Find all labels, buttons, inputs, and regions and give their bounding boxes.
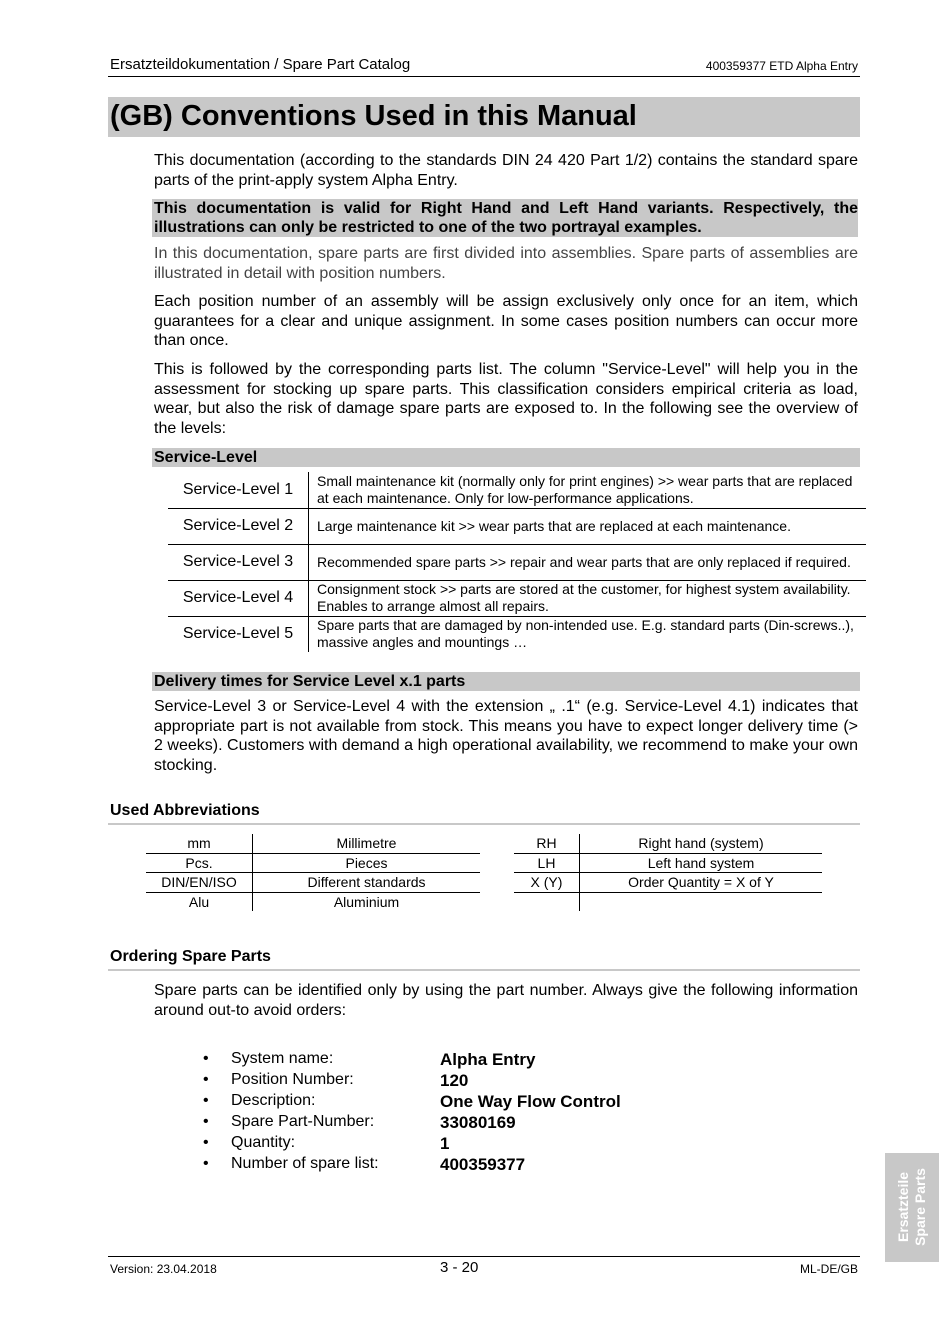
page-number: 3 - 20 xyxy=(440,1259,479,1276)
abbr-cell: RH xyxy=(514,834,580,853)
header-left: Ersatzteildokumentation / Spare Part Catalog xyxy=(110,56,411,73)
intro-paragraph-4: This is followed by the corresponding parts list. The column "Service-Level" will help you in the assessment for stocking up spare parts. This classification considers empirical criteria as load, wear, but also the risk of damage spare parts are exposed to. In the following see the overview of the levels: xyxy=(154,361,858,437)
meaning-cell: Order Quantity = X of Y xyxy=(580,873,823,893)
service-level-description: Consignment stock >> parts are stored at the customer, for highest system availability. Enables to arrange almost all repairs. xyxy=(309,580,867,616)
service-level-table xyxy=(168,472,866,652)
meaning-cell: Right hand (system) xyxy=(580,834,823,853)
abbreviations-divider xyxy=(108,823,860,825)
abbreviations-table-right xyxy=(514,834,822,911)
bullet-icon: • xyxy=(203,1050,209,1067)
list-item xyxy=(203,1134,703,1155)
meaning-cell: Aluminium xyxy=(333,893,400,910)
service-level-label: Service-Level 3 xyxy=(168,544,309,580)
item-value: One Way Flow Control xyxy=(440,1092,621,1111)
abbr-cell xyxy=(514,892,580,911)
abbreviations-heading: Used Abbreviations xyxy=(110,802,260,819)
item-value: 400359377 xyxy=(440,1155,526,1174)
abbr-cell: X (Y) xyxy=(514,873,580,893)
footer-version: Version: 23.04.2018 xyxy=(110,1262,217,1276)
table-row xyxy=(146,892,480,911)
item-value: 33080169 xyxy=(440,1113,516,1132)
bullet-icon: • xyxy=(203,1155,209,1172)
abbr-cell: Alu xyxy=(146,892,253,911)
side-tab-label xyxy=(895,1168,929,1246)
meaning-cell: Millimetre xyxy=(253,834,481,853)
item-key: Description: xyxy=(231,1092,316,1109)
abbr-cell: LH xyxy=(514,853,580,873)
meaning-cell: Left hand system xyxy=(580,853,823,873)
bullet-icon: • xyxy=(203,1134,209,1151)
intro-paragraph-2: In this documentation, spare parts are first divided into assemblies. Spare parts of assemblies are illustrated in detail with position numbers. xyxy=(154,245,858,282)
bullet-icon: • xyxy=(203,1071,209,1088)
list-item xyxy=(203,1092,703,1113)
service-level-label: Service-Level 5 xyxy=(168,616,309,652)
abbr-cell: mm xyxy=(146,834,253,853)
header-right: 400359377 ETD Alpha Entry xyxy=(705,59,858,73)
table-row xyxy=(168,616,866,652)
table-row xyxy=(514,892,822,911)
side-tab-line-1: Ersatzteile xyxy=(895,1171,911,1243)
meaning-cell: Pieces xyxy=(253,853,481,873)
variant-note-highlight: This documentation is valid for Right Hand and Left Hand variants. Respectively, the illustrations can only be restricted to one of the two portrayal examples. xyxy=(154,200,858,236)
item-value: 1 xyxy=(440,1134,450,1153)
header-divider xyxy=(108,76,860,77)
abbr-cell: DIN/EN/ISO xyxy=(146,873,253,893)
item-key: Number of spare list: xyxy=(231,1155,379,1172)
service-level-description: Large maintenance kit >> wear parts that are replaced at each maintenance. xyxy=(309,508,867,544)
table-row xyxy=(168,580,866,616)
bullet-icon: • xyxy=(203,1092,209,1109)
item-value: Alpha Entry xyxy=(440,1050,536,1069)
service-level-label: Service-Level 4 xyxy=(168,580,309,616)
delivery-paragraph: Service-Level 3 or Service-Level 4 with the extension „ .1“ (e.g. Service-Level 4.1) indicates that appropriate part is not available from stock. This means you have to expect longer delivery time (> 2 weeks). Customers with demand a high operational availability, we recommend to make your own stocking. xyxy=(154,698,858,774)
ordering-divider xyxy=(108,969,860,971)
abbr-cell: Pcs. xyxy=(146,853,253,873)
page-title: (GB) Conventions Used in this Manual xyxy=(110,100,637,132)
list-item xyxy=(203,1113,703,1134)
service-level-label: Service-Level 2 xyxy=(168,508,309,544)
table-row xyxy=(514,873,822,893)
item-key: Quantity: xyxy=(231,1134,296,1151)
item-value: 120 xyxy=(440,1071,469,1090)
page-title-bar xyxy=(108,97,860,137)
table-row xyxy=(168,544,866,580)
bullet-icon: • xyxy=(203,1113,209,1130)
meaning-cell: Different standards xyxy=(253,873,481,893)
table-row xyxy=(514,853,822,873)
table-row xyxy=(146,834,480,853)
service-level-label: Service-Level 1 xyxy=(168,472,309,508)
footer-language: ML-DE/GB xyxy=(799,1262,858,1276)
item-key: System name: xyxy=(231,1050,334,1067)
service-level-description: Small maintenance kit (normally only for print engines) >> wear parts that are replaced at each maintenance. Only for low-performance applications. xyxy=(309,472,867,508)
ordering-heading: Ordering Spare Parts xyxy=(110,948,271,965)
list-item xyxy=(203,1071,703,1092)
side-tab-line-2: Spare Parts xyxy=(912,1168,928,1246)
item-key: Position Number: xyxy=(231,1071,354,1088)
footer-divider xyxy=(108,1256,860,1257)
item-key: Spare Part-Number: xyxy=(231,1113,375,1130)
abbreviations-table-left xyxy=(146,834,480,911)
table-row xyxy=(168,508,866,544)
section-side-tab xyxy=(885,1153,939,1262)
delivery-heading: Delivery times for Service Level x.1 parts xyxy=(152,672,860,691)
ordering-paragraph: Spare parts can be identified only by using the part number. Always give the following information around out-to avoid orders: xyxy=(154,982,858,1019)
intro-paragraph-3: Each position number of an assembly will be assign exclusively only once for an item, which guarantees for a clear and unique assignment. In some cases position numbers can occur more than once. xyxy=(154,293,858,349)
list-item xyxy=(203,1155,703,1176)
service-level-description: Spare parts that are damaged by non-intended use. E.g. standard parts (Din-screws..), massive angles and mountings … xyxy=(317,617,854,651)
service-level-heading: Service-Level xyxy=(152,448,860,467)
table-row xyxy=(514,834,822,853)
table-row xyxy=(146,873,480,893)
intro-paragraph-1: This documentation (according to the standards DIN 24 420 Part 1/2) contains the standard spare parts of the print-apply system Alpha Entry. xyxy=(154,152,858,189)
service-level-description: Recommended spare parts >> repair and wear parts that are only replaced if required. xyxy=(309,544,867,580)
table-row xyxy=(146,853,480,873)
list-item xyxy=(203,1050,703,1071)
meaning-cell xyxy=(580,892,823,911)
table-row xyxy=(168,472,866,508)
